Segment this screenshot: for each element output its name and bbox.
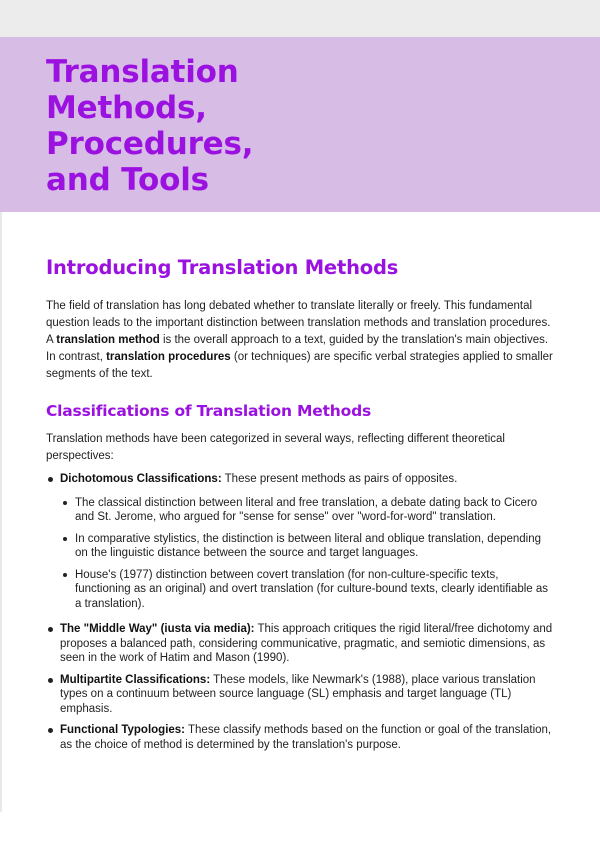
list-item-text: These classify methods based on the function or goal of the translation, as the choice of method is determined by the translation's purpose. [60,724,552,751]
document-body [46,255,556,759]
classification-list [46,472,556,752]
sub-list-item: In comparative stylistics, the distinction is between literal and oblique translation, depending on the linguistic distance between the source and target languages. [75,532,556,561]
list-item [60,723,556,752]
intro-paragraph [46,298,556,383]
list-item-text: These present methods as pairs of opposites. [221,473,458,485]
text-run: is the overall approach to a text, guided by the translation's main objectives. In contrast, [46,334,549,363]
left-margin-rule [0,212,2,812]
key-term: translation method [56,334,160,346]
sub-list [60,496,556,612]
list-item-term: The "Middle Way" (iusta via media): [60,623,255,635]
list-item-term: Dichotomous Classifications: [60,473,222,485]
list-item [60,472,556,611]
list-item-text: These models, like Newmark's (1988), place various translation types on a continuum between source language (SL) emphasis and target language (TL) emphasis. [60,673,536,715]
title-line: Methods, [46,90,207,126]
document-title [46,54,253,198]
title-line: and Tools [46,162,209,198]
sub-list-item: The classical distinction between literal and free translation, a debate dating back to Cicero and St. Jerome, who argued for "sense for sense" over "word-for-word" translation. [75,496,556,525]
list-item-term: Functional Typologies: [60,724,186,736]
title-line: Procedures, [46,126,254,162]
title-line: Translation [46,54,239,90]
text-run: (or techniques) are specific verbal strategies applied to smaller segments of the text. [46,351,553,380]
subsection-heading: Classifications of Translation Methods [46,402,371,420]
list-item-term: Multipartite Classifications: [60,673,211,686]
list-item [60,673,556,717]
section-heading: Introducing Translation Methods [46,256,399,279]
classifications-intro: Translation methods have been categorized in several ways, reflecting different theoretical perspectives: [46,433,505,462]
key-term: translation procedures [106,351,231,363]
top-strip [0,0,600,37]
text-run: The field of translation has long debated whether to translate literally or freely. This fundamental question leads to the important distinction between translation methods and translation procedures. A [46,300,551,346]
list-item-text: This approach critiques the rigid literal/free dichotomy and proposes a balanced path, considering communicative, pragmatic, and semiotic dimensions, as seen in the work of Hatim and Mason (1990). [60,623,553,664]
sub-list-item: House's (1977) distinction between covert translation (for non-culture-specific texts, functioning as an original) and overt translation (for culture-bound texts, clearly identifiable as a translation). [75,568,556,612]
list-item [60,622,556,666]
